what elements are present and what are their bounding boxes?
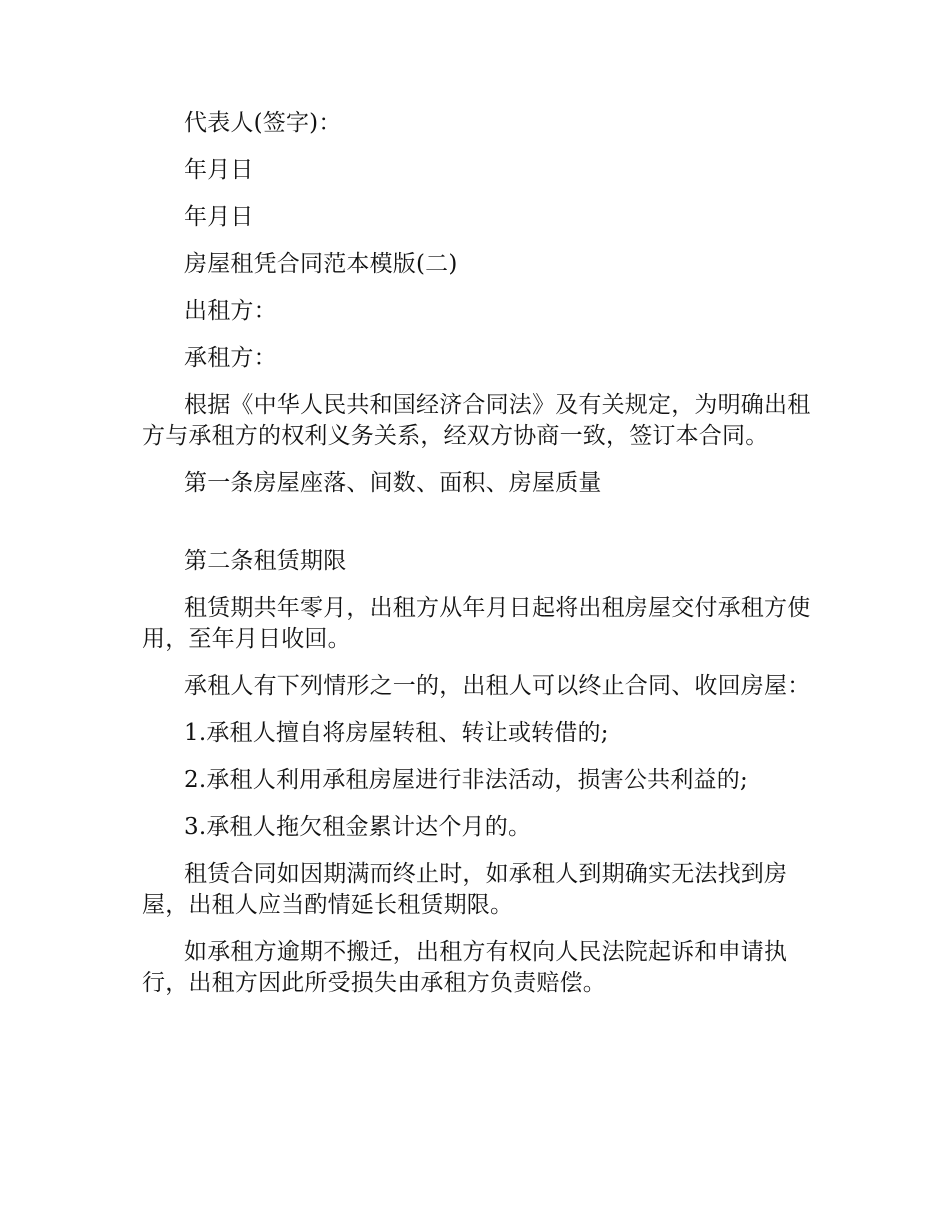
body-paragraph: 承租人有下列情形之一的，出租人可以终止合同、收回房屋： [184, 673, 811, 699]
preamble-paragraph: 根据《中华人民共和国经济合同法》及有关规定，为明确出租方与承租方的权利义务关系，经双方协商一致，签订本合同。 [142, 392, 811, 449]
list-item: 3.承租人拖欠租金累计达个月的。 [184, 814, 532, 840]
list-item: 2.承租人利用承租房屋进行非法活动，损害公共利益的; [184, 767, 748, 793]
body-paragraph: 租赁合同如因期满而终止时，如承租人到期确实无法找到房屋，出租人应当酌情延长租赁期限。 [142, 861, 788, 918]
representative-signature-line: 代表人(签字)： [184, 110, 342, 136]
article-heading: 第一条房屋座落、间数、面积、房屋质量 [184, 470, 602, 496]
body-paragraph: 租赁期共年零月，出租方从年月日起将出租房屋交付承租方使用，至年月日收回。 [142, 595, 811, 652]
date-line: 年月日 [184, 204, 254, 230]
list-item: 1.承租人擅自将房屋转租、转让或转借的; [184, 720, 609, 746]
date-line: 年月日 [184, 157, 254, 183]
contract-title: 房屋租凭合同范本模版(二) [184, 251, 458, 277]
article-heading: 第二条租赁期限 [184, 548, 347, 574]
lessee-line: 承租方： [184, 345, 277, 371]
lessor-line: 出租方： [184, 298, 277, 324]
blank-space [142, 515, 812, 546]
document-page [142, 108, 812, 1015]
body-paragraph: 如承租方逾期不搬迁，出租方有权向人民法院起诉和申请执行，出租方因此所受损失由承租方负责赔偿。 [142, 939, 788, 996]
